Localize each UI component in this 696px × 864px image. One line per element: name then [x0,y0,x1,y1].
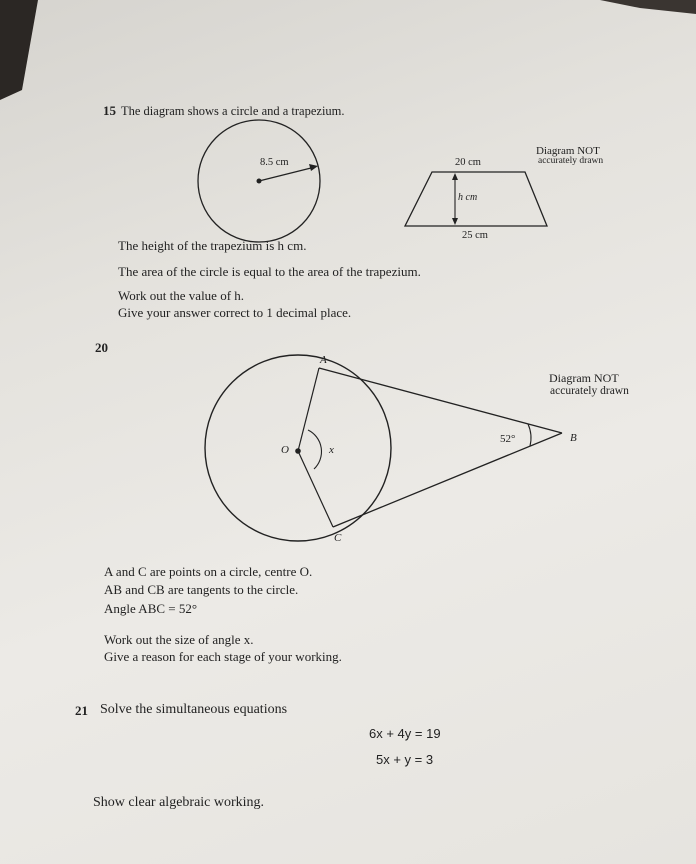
label-a: A [320,354,327,366]
tangent-cb [333,433,562,527]
q20-diagram-note-2: accurately drawn [550,385,629,397]
label-x: x [329,444,334,456]
tangent-ab [319,368,562,433]
q15-line-2: The area of the circle is equal to the area of the trapezium. [118,264,421,279]
radius-oc [298,451,333,527]
radius-oa [298,368,319,451]
circle-o [205,355,391,541]
angle-x-arc [308,430,321,469]
q15-line-4: Give your answer correct to 1 decimal place. [118,305,352,320]
q15-line-3: Work out the value of h. [118,288,245,303]
radius-label: 8.5 cm [260,157,289,168]
q20-diagram-note-1: Diagram NOT [549,371,619,385]
label-b: B [570,432,577,444]
q20-line-2: AB and CB are tangents to the circle. [104,582,299,597]
angle-52-arc [528,424,531,446]
question-15-intro: The diagram shows a circle and a trapezium. [121,104,345,118]
angle-52-label: 52° [500,433,516,445]
question-21-title: Solve the simultaneous equations [100,702,288,717]
q20-line-3: Angle ABC = 52° [104,601,198,616]
q20-line-5: Give a reason for each stage of your working. [104,649,342,664]
equation-1: 6x + 4y = 19 [369,726,441,741]
trapezium-bottom-label: 25 cm [462,230,488,241]
question-21-number: 21 [75,703,88,718]
label-o: O [281,444,289,456]
q15-diagram-note-2: accurately drawn [538,156,604,166]
q20-line-4: Work out the size of angle x. [104,632,254,647]
q20-line-1: A and C are points on a circle, centre O. [104,564,313,579]
question-21-footer: Show clear algebraic working. [93,795,265,810]
equation-2: 5x + y = 3 [376,752,434,767]
label-c: C [334,532,342,544]
trapezium-top-label: 20 cm [455,157,481,168]
q15-line-1: The height of the trapezium is h cm. [118,238,307,253]
question-15-number: 15 [103,103,116,118]
question-20-number: 20 [95,340,108,355]
q15-diagram-note-1: Diagram NOT [536,145,600,157]
trapezium-height-label: h cm [458,192,478,203]
